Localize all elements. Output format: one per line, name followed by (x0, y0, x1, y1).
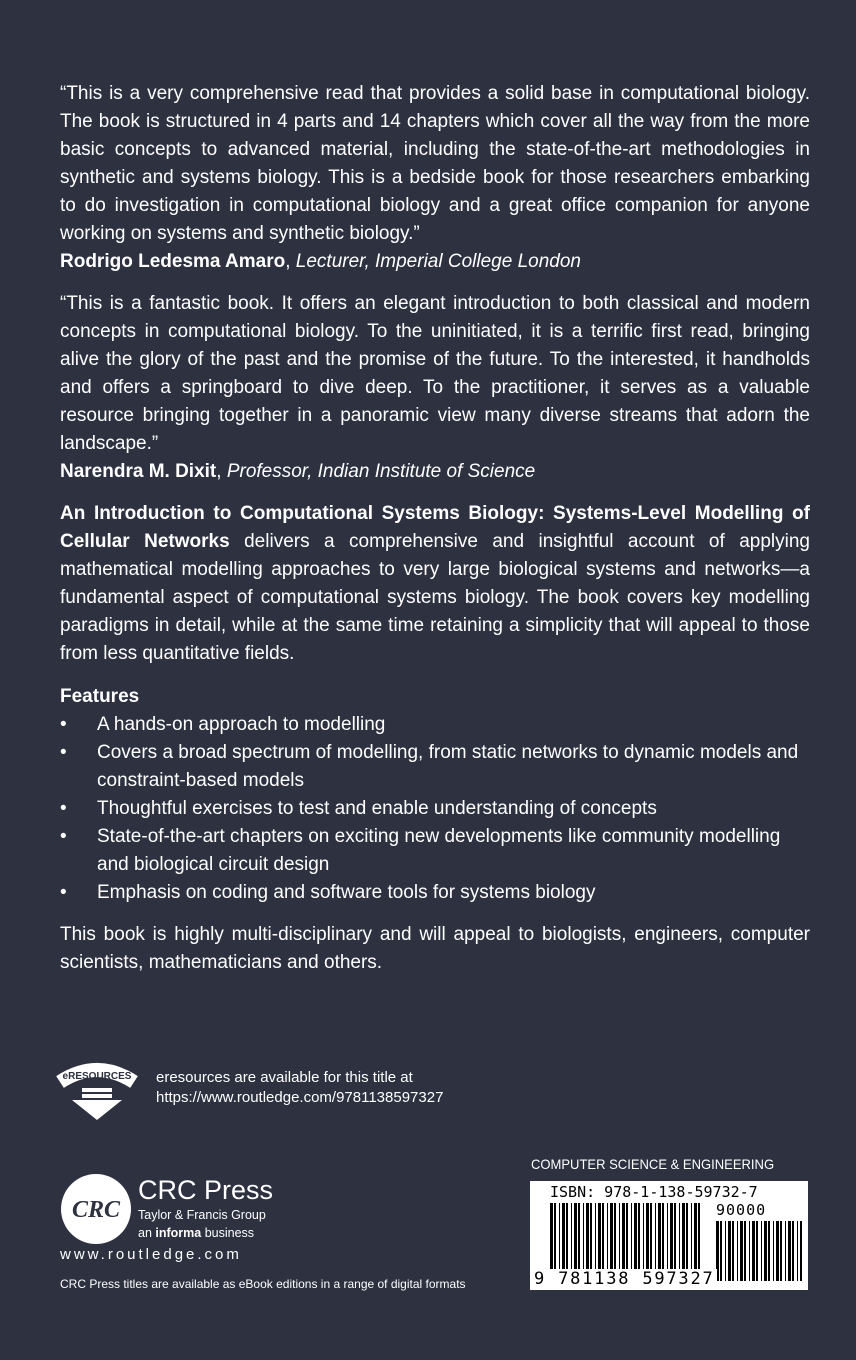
barcode-bar (744, 1221, 746, 1281)
barcode-bar (732, 1221, 734, 1281)
barcode-bar (768, 1221, 770, 1281)
quote-role: Lecturer, Imperial College London (295, 251, 581, 272)
bullet-icon: • (60, 742, 67, 763)
features-title: Features (60, 686, 140, 707)
barcode-bar (749, 1221, 750, 1281)
crc-logo-text: CRC (71, 1197, 121, 1223)
features-section (60, 683, 810, 907)
quote-text: “This is a fantastic book. It offers an elegant introduction to both classical and modern concepts in computational biology. To the uninitiated, it is a terrific first read, bringing alive the glory of the past and the promise of the future. To the interested, it handholds and offers a springboard to dive deep. To the practitioner, it serves as a valuable resource bringing together in a panoramic view many diverse streams that adorn the landscape.” (60, 293, 810, 454)
price-code: 90000 (716, 1201, 767, 1219)
bullet-icon: • (60, 882, 67, 903)
barcode-bar (792, 1221, 794, 1281)
barcode-bar (776, 1221, 779, 1281)
quote-attribution: Rodrigo Ledesma Amaro, Lecturer, Imperial College London (60, 251, 581, 272)
barcode-bar (761, 1221, 762, 1281)
barcode-bar (756, 1221, 758, 1281)
list-item: • Covers a broad spectrum of modelling, from static networks to dynamic models and constraint-based models (60, 739, 810, 795)
barcode-bar (725, 1221, 726, 1281)
quote-role: Professor, Indian Institute of Science (226, 461, 536, 482)
barcode-bar (740, 1221, 743, 1281)
barcode-bar (788, 1221, 791, 1281)
category-label: COMPUTER SCIENCE & ENGINEERING (531, 1156, 775, 1172)
review-quote-2 (60, 290, 810, 486)
eresources-url[interactable]: https://www.routledge.com/9781138597327 (156, 1089, 444, 1106)
ean-digits: 9 781138 597327 (534, 1269, 715, 1289)
book-description-body: delivers a comprehensive and insightful account of applying mathematical modelling approaches to very large biological systems and networks—a fundamental aspect of computational systems biology. The book covers key modelling paradigms in detail, while at the same time retaining a simplicity that will appeal to those from less quantitative fields. (60, 531, 810, 664)
bullet-icon: • (60, 798, 67, 819)
barcode-bar (728, 1221, 731, 1281)
barcode-bar (764, 1221, 767, 1281)
list-item: • Thoughtful exercises to test and enable understanding of concepts (60, 795, 810, 823)
eresources-icon (56, 1062, 138, 1122)
barcode-bar (780, 1221, 782, 1281)
barcode-bar (785, 1221, 786, 1281)
book-title: An Introduction to Computational Systems Biology: Systems-Level Modelling of Cellular Networks (60, 503, 810, 552)
eresources-line: eresources are available for this title at (156, 1069, 413, 1086)
bullet-icon: • (60, 826, 67, 847)
barcode-bar (797, 1221, 798, 1281)
crc-logo-icon (60, 1173, 132, 1245)
barcode (530, 1181, 808, 1290)
publisher-informa: an informa business (138, 1226, 255, 1240)
ebook-note: CRC Press titles are available as eBook editions in a range of digital formats (60, 1277, 466, 1291)
publisher-group: Taylor & Francis Group (138, 1208, 266, 1222)
bullet-icon: • (60, 714, 67, 735)
quote-attribution: Narendra M. Dixit, Professor, Indian Institute of Science (60, 461, 536, 482)
features-list (60, 711, 810, 907)
list-item: • Emphasis on coding and software tools for systems biology (60, 879, 810, 907)
quote-author: Rodrigo Ledesma Amaro (60, 251, 286, 272)
quote-text: “This is a very comprehensive read that provides a solid base in computational biology. The book is structured in 4 parts and 14 chapters which cover all the way from the more basic concepts to advanced material, including the state-of-the-art methodologies in synthetic and systems biology. This is a bedside book for those researchers embarking to do investigation in computational biology and a great office companion for anyone working on systems and synthetic biology.” (60, 83, 810, 244)
review-quote-1 (60, 80, 810, 276)
publisher-url[interactable]: www.routledge.com (60, 1246, 242, 1263)
book-description (60, 500, 810, 668)
eresources-info (156, 1068, 443, 1108)
eresources-logo-text: eRESOURCES (62, 1071, 132, 1082)
barcode-bar (720, 1221, 722, 1281)
barcode-bar (737, 1221, 738, 1281)
barcode-bar (800, 1221, 802, 1281)
closing-paragraph: This book is highly multi-disciplinary and will appeal to biologists, engineers, computer scientists, mathematicians and others. (60, 924, 810, 973)
barcode-bar (773, 1221, 774, 1281)
publisher-name: CRC Press (138, 1175, 274, 1205)
quote-author: Narendra M. Dixit (60, 461, 217, 482)
barcode-bar (752, 1221, 755, 1281)
list-item: • State-of-the-art chapters on exciting new developments like community modelling and biological circuit design (60, 823, 810, 879)
list-item: • A hands-on approach to modelling (60, 711, 810, 739)
isbn-label: ISBN: 978-1-138-59732-7 (550, 1183, 758, 1201)
